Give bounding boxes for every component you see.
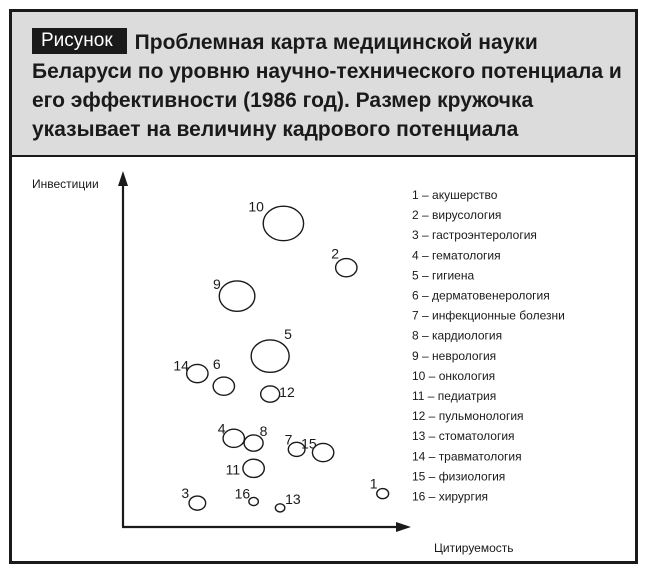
point-5 <box>251 340 289 372</box>
point-4 <box>223 429 244 447</box>
figure-badge: Рисунок <box>32 28 127 54</box>
x-axis-arrow <box>396 522 411 532</box>
legend-item: 2 – вирусология <box>412 208 502 223</box>
point-label-5: 5 <box>284 326 292 343</box>
legend-item: 11 – педиатрия <box>412 389 497 403</box>
point-13 <box>275 504 285 512</box>
legend-item: 13 – стоматология <box>412 429 515 444</box>
y-axis-label: Инвестиции <box>32 177 99 191</box>
point-label-10: 10 <box>248 198 264 215</box>
point-label-11: 11 <box>225 461 241 478</box>
point-label-16: 16 <box>234 485 251 502</box>
point-label-3: 3 <box>181 485 190 502</box>
point-14 <box>187 364 208 382</box>
point-label-15: 15 <box>301 435 317 452</box>
legend-item: 3 – гастроэнтерология <box>412 228 537 243</box>
point-label-12: 12 <box>279 384 295 401</box>
legend-item: 15 – физиология <box>412 469 506 484</box>
point-3 <box>189 496 206 510</box>
legend-item: 5 – гигиена <box>412 268 475 283</box>
legend-item: 8 – кардиология <box>412 328 503 343</box>
point-label-4: 4 <box>217 420 226 437</box>
point-label-9: 9 <box>213 276 221 293</box>
legend-item: 6 – дерматовенерология <box>412 288 550 303</box>
x-axis-label: Цитируемость <box>434 541 514 555</box>
legend-item: 10 – онкология <box>412 368 496 383</box>
figure-title: Проблемная карта медицинской науки Беларуси по уровню научно-технического потенциала и его эффективности (1986 год). Размер кружочка указывает на величину кадрового потенциала <box>32 31 622 141</box>
point-label-14: 14 <box>173 357 189 374</box>
legend-item: 14 – травматология <box>412 449 522 464</box>
point-label-1: 1 <box>369 475 378 492</box>
data-points <box>173 198 388 511</box>
point-10 <box>263 206 303 240</box>
legend-item: 4 – гематология <box>412 248 501 263</box>
legend-item: 9 – неврология <box>412 348 497 363</box>
legend-item: 1 – акушерство <box>412 188 498 202</box>
point-label-6: 6 <box>212 356 221 373</box>
point-label-8: 8 <box>259 423 268 440</box>
point-label-13: 13 <box>285 490 301 507</box>
point-1 <box>377 489 389 499</box>
chart-legend <box>412 188 565 504</box>
legend-item: 12 – пульмонология <box>412 409 524 424</box>
point-12 <box>261 386 280 402</box>
legend-item: 7 – инфекционные болезни <box>412 308 565 323</box>
point-9 <box>219 281 255 311</box>
legend-item: 16 – хирургия <box>412 489 489 504</box>
point-label-2: 2 <box>331 245 340 262</box>
point-label-7: 7 <box>284 431 293 448</box>
y-axis-arrow <box>118 171 128 186</box>
point-6 <box>213 377 234 395</box>
point-16 <box>249 497 259 505</box>
point-11 <box>243 459 264 477</box>
